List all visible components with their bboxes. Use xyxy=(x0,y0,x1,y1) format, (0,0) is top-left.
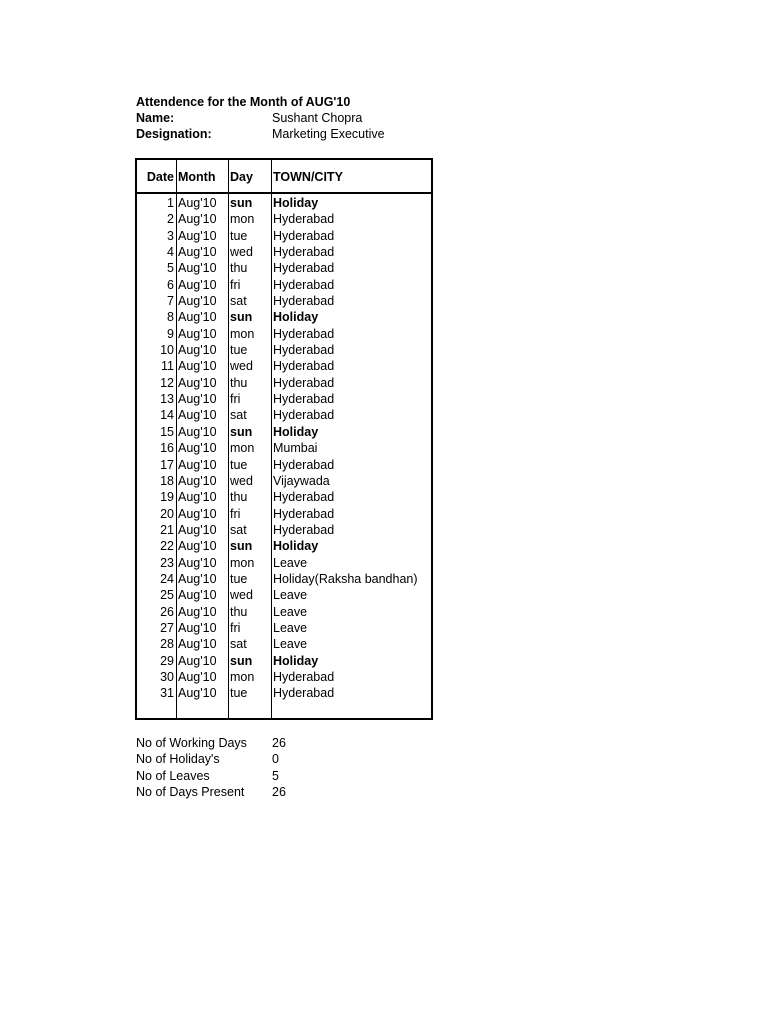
cell-month: Aug'10 xyxy=(178,571,217,586)
cell-date: 28 xyxy=(160,637,174,652)
cell-date: 15 xyxy=(160,424,174,439)
cell-day: thu xyxy=(230,490,248,505)
table-row xyxy=(137,391,431,407)
table-row xyxy=(137,489,431,505)
table-row xyxy=(137,424,431,440)
cell-date: 14 xyxy=(160,408,174,423)
cell-date: 11 xyxy=(161,359,174,374)
cell-day: tue xyxy=(230,686,248,701)
cell-town-city: Hyderabad xyxy=(273,277,335,292)
cell-date: 23 xyxy=(160,555,174,570)
table-row xyxy=(137,244,431,260)
cell-town-city: Leave xyxy=(273,620,308,635)
summary-row xyxy=(136,751,436,767)
table-row xyxy=(137,457,431,473)
cell-day: mon xyxy=(230,326,255,341)
cell-day: sun xyxy=(230,310,253,325)
cell-town-city: Mumbai xyxy=(273,441,318,456)
column-header-month: Month xyxy=(178,170,216,184)
cell-town-city: Hyderabad xyxy=(273,408,335,423)
table-row xyxy=(137,538,431,554)
table-row xyxy=(137,293,431,309)
cell-month: Aug'10 xyxy=(178,408,217,423)
cell-day: wed xyxy=(230,359,253,374)
cell-date: 6 xyxy=(167,277,174,292)
cell-date: 10 xyxy=(160,343,174,358)
cell-town-city: Hyderabad xyxy=(273,375,335,390)
cell-town-city: Hyderabad xyxy=(273,245,335,260)
table-row xyxy=(137,195,431,211)
cell-month: Aug'10 xyxy=(178,539,217,554)
table-row xyxy=(137,571,431,587)
column-header-date: Date xyxy=(146,170,174,184)
cell-town-city: Hyderabad xyxy=(273,686,335,701)
table-row xyxy=(137,669,431,685)
cell-month: Aug'10 xyxy=(178,392,217,407)
cell-day: sat xyxy=(230,294,247,309)
cell-date: 2 xyxy=(167,212,174,227)
table-row xyxy=(137,473,431,489)
cell-town-city: Holiday xyxy=(273,653,319,668)
table-row xyxy=(137,620,431,636)
cell-day: wed xyxy=(230,245,253,260)
cell-town-city: Holiday xyxy=(273,196,319,210)
cell-month: Aug'10 xyxy=(178,277,217,292)
cell-date: 3 xyxy=(167,228,174,243)
name-row xyxy=(136,110,456,126)
cell-town-city: Leave xyxy=(273,604,308,619)
cell-date: 16 xyxy=(160,441,174,456)
cell-day: mon xyxy=(230,441,255,456)
designation-label: Designation: xyxy=(136,127,212,141)
cell-day: fri xyxy=(230,277,241,292)
table-row xyxy=(137,685,431,701)
summary-value: 26 xyxy=(272,785,286,800)
cell-month: Aug'10 xyxy=(178,441,217,456)
cell-day: tue xyxy=(230,571,248,586)
cell-day: sun xyxy=(230,539,253,554)
table-row xyxy=(137,260,431,276)
summary-value: 0 xyxy=(272,752,279,767)
column-header-day: Day xyxy=(230,170,253,184)
summary-label: No of Working Days xyxy=(136,736,247,750)
cell-town-city: Vijaywada xyxy=(273,473,330,488)
cell-town-city: Hyderabad xyxy=(273,359,335,374)
table-row xyxy=(137,309,431,325)
cell-month: Aug'10 xyxy=(178,604,217,619)
cell-town-city: Hyderabad xyxy=(273,392,335,407)
summary-row xyxy=(136,784,436,800)
cell-date: 27 xyxy=(160,620,174,635)
attendance-summary xyxy=(136,735,436,801)
cell-month: Aug'10 xyxy=(178,343,217,358)
cell-month: Aug'10 xyxy=(178,196,217,210)
cell-date: 12 xyxy=(160,375,174,390)
table-row xyxy=(137,228,431,244)
table-row xyxy=(137,326,431,342)
cell-town-city: Hyderabad xyxy=(273,212,335,227)
cell-town-city: Leave xyxy=(273,555,308,570)
table-row xyxy=(137,522,431,538)
cell-date: 5 xyxy=(167,261,174,276)
cell-town-city: Hyderabad xyxy=(273,457,335,472)
cell-day: thu xyxy=(230,261,248,276)
table-row xyxy=(137,440,431,456)
cell-month: Aug'10 xyxy=(178,261,217,276)
cell-town-city: Holiday xyxy=(273,424,319,439)
cell-month: Aug'10 xyxy=(178,424,217,439)
cell-town-city: Holiday xyxy=(273,539,319,554)
table-row xyxy=(137,358,431,374)
cell-date: 26 xyxy=(160,604,174,619)
cell-day: mon xyxy=(230,555,255,570)
cell-month: Aug'10 xyxy=(178,212,217,227)
cell-town-city: Hyderabad xyxy=(273,261,335,276)
cell-date: 25 xyxy=(160,588,174,603)
cell-date: 24 xyxy=(160,571,174,586)
cell-month: Aug'10 xyxy=(178,653,217,668)
cell-month: Aug'10 xyxy=(178,326,217,341)
cell-date: 29 xyxy=(160,653,174,668)
cell-town-city: Holiday(Raksha bandhan) xyxy=(273,571,418,586)
name-value: Sushant Chopra xyxy=(272,111,363,125)
cell-day: tue xyxy=(230,457,248,472)
cell-town-city: Leave xyxy=(273,588,308,603)
table-body xyxy=(137,195,431,702)
cell-day: thu xyxy=(230,375,248,390)
table-header-row xyxy=(137,160,431,194)
cell-date: 4 xyxy=(167,245,174,260)
table-row xyxy=(137,277,431,293)
cell-date: 9 xyxy=(167,326,174,341)
cell-town-city: Leave xyxy=(273,637,308,652)
summary-value: 26 xyxy=(272,736,286,750)
cell-day: fri xyxy=(230,506,241,521)
summary-row xyxy=(136,735,436,751)
cell-town-city: Holiday xyxy=(273,310,319,325)
summary-label: No of Leaves xyxy=(136,768,210,783)
cell-month: Aug'10 xyxy=(178,555,217,570)
column-header-town-city: TOWN/CITY xyxy=(273,170,343,184)
cell-town-city: Hyderabad xyxy=(273,506,335,521)
cell-day: wed xyxy=(230,588,253,603)
cell-month: Aug'10 xyxy=(178,245,217,260)
cell-day: fri xyxy=(230,392,241,407)
name-label: Name: xyxy=(136,111,175,125)
cell-day: fri xyxy=(230,620,241,635)
table-row xyxy=(137,653,431,669)
cell-day: sun xyxy=(230,424,253,439)
cell-day: thu xyxy=(230,604,248,619)
summary-value: 5 xyxy=(272,768,279,783)
table-row xyxy=(137,506,431,522)
cell-month: Aug'10 xyxy=(178,294,217,309)
table-row xyxy=(137,636,431,652)
designation-value: Marketing Executive xyxy=(272,127,385,141)
table-row xyxy=(137,211,431,227)
summary-label: No of Days Present xyxy=(136,785,245,800)
cell-date: 1 xyxy=(167,196,174,210)
table-row xyxy=(137,375,431,391)
cell-day: sat xyxy=(230,522,247,537)
cell-day: wed xyxy=(230,473,253,488)
cell-month: Aug'10 xyxy=(178,637,217,652)
table-row xyxy=(137,587,431,603)
cell-month: Aug'10 xyxy=(178,588,217,603)
cell-month: Aug'10 xyxy=(178,473,217,488)
summary-label: No of Holiday's xyxy=(136,752,220,767)
cell-day: mon xyxy=(230,669,255,684)
cell-month: Aug'10 xyxy=(178,228,217,243)
cell-town-city: Hyderabad xyxy=(273,228,335,243)
cell-town-city: Hyderabad xyxy=(273,669,335,684)
cell-month: Aug'10 xyxy=(178,522,217,537)
cell-day: tue xyxy=(230,228,248,243)
cell-date: 31 xyxy=(160,686,174,701)
cell-month: Aug'10 xyxy=(178,490,217,505)
cell-town-city: Hyderabad xyxy=(273,522,335,537)
cell-month: Aug'10 xyxy=(178,310,217,325)
cell-month: Aug'10 xyxy=(178,375,217,390)
document-title: Attendence for the Month of AUG'10 xyxy=(136,95,351,109)
cell-town-city: Hyderabad xyxy=(273,343,335,358)
cell-month: Aug'10 xyxy=(178,359,217,374)
designation-row xyxy=(136,126,456,142)
summary-row xyxy=(136,768,436,784)
cell-month: Aug'10 xyxy=(178,506,217,521)
cell-day: tue xyxy=(230,343,248,358)
cell-day: sat xyxy=(230,637,247,652)
cell-month: Aug'10 xyxy=(178,620,217,635)
cell-date: 19 xyxy=(160,490,174,505)
cell-date: 7 xyxy=(167,294,174,309)
cell-date: 30 xyxy=(160,669,174,684)
cell-day: sun xyxy=(230,196,253,210)
table-row xyxy=(137,342,431,358)
cell-town-city: Hyderabad xyxy=(273,490,335,505)
cell-date: 17 xyxy=(160,457,174,472)
cell-date: 13 xyxy=(160,392,174,407)
cell-town-city: Hyderabad xyxy=(273,294,335,309)
cell-month: Aug'10 xyxy=(178,457,217,472)
cell-day: sat xyxy=(230,408,247,423)
cell-date: 18 xyxy=(160,473,174,488)
table-row xyxy=(137,407,431,423)
cell-date: 22 xyxy=(160,539,174,554)
cell-day: sun xyxy=(230,653,253,668)
cell-day: mon xyxy=(230,212,255,227)
cell-date: 20 xyxy=(160,506,174,521)
table-row xyxy=(137,604,431,620)
cell-date: 21 xyxy=(160,522,174,537)
cell-month: Aug'10 xyxy=(178,686,217,701)
document-header xyxy=(136,94,456,142)
cell-town-city: Hyderabad xyxy=(273,326,335,341)
cell-date: 8 xyxy=(167,310,174,325)
cell-month: Aug'10 xyxy=(178,669,217,684)
table-row xyxy=(137,555,431,571)
attendance-table xyxy=(135,158,433,720)
